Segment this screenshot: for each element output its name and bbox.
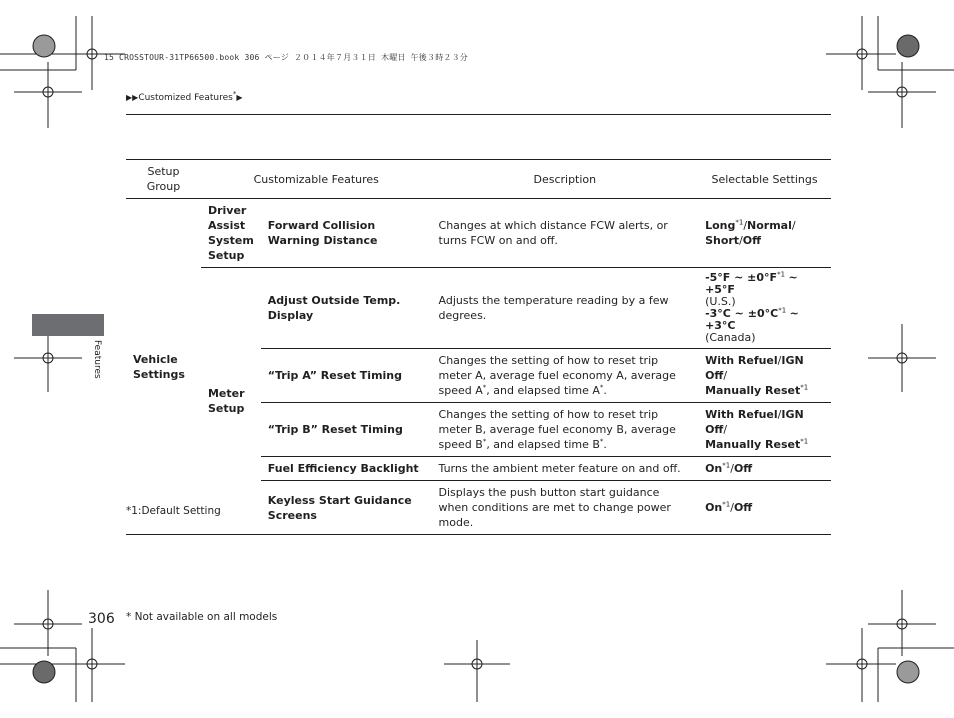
header-rule [126, 114, 831, 115]
setting-option: Normal [747, 219, 792, 232]
setting-option: On [705, 501, 723, 514]
setting-region: (Canada) [705, 331, 756, 344]
page-number: 306 [88, 611, 115, 627]
feature-name: Fuel Efficiency Backlight [261, 457, 432, 481]
default-note: *1 [800, 437, 809, 446]
feature-description: Turns the ambient meter feature on and off. [432, 457, 699, 481]
feature-settings: With Refuel/IGN Off/ Manually Reset$^{*1}$ [698, 403, 831, 457]
breadcrumb-label[interactable]: Customized Features [138, 93, 233, 103]
subgroup-meter-setup: Meter Setup [201, 268, 261, 535]
description-text: Changes the setting of how to reset trip meter B, average fuel economy B, average speed B [438, 408, 676, 451]
feature-description: Adjusts the temperature reading by a few degrees. [432, 268, 699, 349]
default-setting-footnote: *1:Default Setting [126, 505, 221, 517]
setting-option: -3°C ~ ±0°C [705, 307, 779, 320]
customized-features-table [126, 159, 831, 535]
description-text: , and elapsed time A [486, 384, 600, 397]
description-text: Changes the setting of how to reset trip meter A, average fuel economy A, average speed A [438, 354, 676, 397]
table-header-row [126, 160, 831, 199]
setting-option: -5°F ~ ±0°F [705, 271, 778, 284]
setting-region: (U.S.) [705, 295, 736, 308]
feature-name: Keyless Start Guidance Screens [261, 481, 432, 535]
setting-option: ~ +5°F [705, 271, 798, 296]
header-customizable-features: Customizable Features [201, 160, 432, 199]
feature-description: Changes the setting of how to reset trip meter B, average fuel economy B, average speed B*, and elapsed time B*. [432, 403, 699, 457]
header-selectable-settings: Selectable Settings [698, 160, 831, 199]
setting-option: With Refuel [705, 354, 778, 367]
table-row [126, 268, 831, 349]
default-note: *1 [800, 383, 809, 392]
default-note: *1 [778, 306, 787, 315]
feature-settings: On$^{*1}$/Off [698, 481, 831, 535]
feature-description: Changes at which distance FCW alerts, or turns FCW on and off. [432, 199, 699, 268]
setting-option: Off [742, 234, 762, 247]
feature-settings: Long$^{*1}$/Normal/ Short/Off [698, 199, 831, 268]
setting-option: Manually Reset [705, 438, 801, 451]
setting-option: Long [705, 219, 736, 232]
section-tab [32, 314, 104, 336]
feature-settings: On$^{*1}$/Off [698, 457, 831, 481]
feature-settings [698, 268, 831, 349]
star-note: * [482, 437, 487, 446]
setting-option: Short [705, 234, 740, 247]
feature-name: Forward Collision Warning Distance [261, 199, 432, 268]
feature-name: “Trip A” Reset Timing [261, 349, 432, 403]
default-note: *1 [722, 461, 731, 470]
subgroup-driver-assist: Driver Assist System Setup [201, 199, 261, 268]
print-header: 15 CROSSTOUR-31TP66500.book 306 ページ ２０１４年７月３１日 木曜日 午後３時２３分 [104, 53, 469, 62]
breadcrumb-arrows: ▶▶ [126, 93, 139, 102]
star-note: * [599, 437, 604, 446]
feature-description: Changes the setting of how to reset trip meter A, average fuel economy A, average speed A*, and elapsed time A*. [432, 349, 699, 403]
section-side-label: Features [92, 340, 102, 379]
default-note: *1 [722, 500, 731, 509]
setting-option: IGN Off [705, 354, 804, 382]
availability-note: * Not available on all models [126, 611, 278, 623]
breadcrumb-star: * [232, 90, 237, 98]
setting-option: With Refuel [705, 408, 778, 421]
setting-option: ~ +3°C [705, 307, 799, 332]
setting-option: Off [733, 462, 753, 475]
default-note: *1 [735, 218, 744, 227]
description-text: , and elapsed time B [486, 438, 600, 451]
feature-name: Adjust Outside Temp. Display [261, 268, 432, 349]
star-note: * [482, 383, 487, 392]
setting-option: IGN Off [705, 408, 804, 436]
feature-settings: With Refuel/IGN Off/ Manually Reset$^{*1}$ [698, 349, 831, 403]
default-note: *1 [777, 270, 786, 279]
breadcrumb [126, 90, 243, 103]
setting-option: Manually Reset [705, 384, 801, 397]
table-row [126, 199, 831, 268]
group-vehicle-settings: Vehicle Settings [126, 199, 201, 535]
breadcrumb-trail-arrow: ▶ [236, 93, 243, 102]
setting-option: Off [733, 501, 753, 514]
feature-description: Displays the push button start guidance when conditions are met to change power mode. [432, 481, 699, 535]
star-note: * [599, 383, 604, 392]
feature-name: “Trip B” Reset Timing [261, 403, 432, 457]
header-description: Description [432, 160, 699, 199]
header-setup-group: Setup Group [126, 160, 201, 199]
setting-option: On [705, 462, 723, 475]
